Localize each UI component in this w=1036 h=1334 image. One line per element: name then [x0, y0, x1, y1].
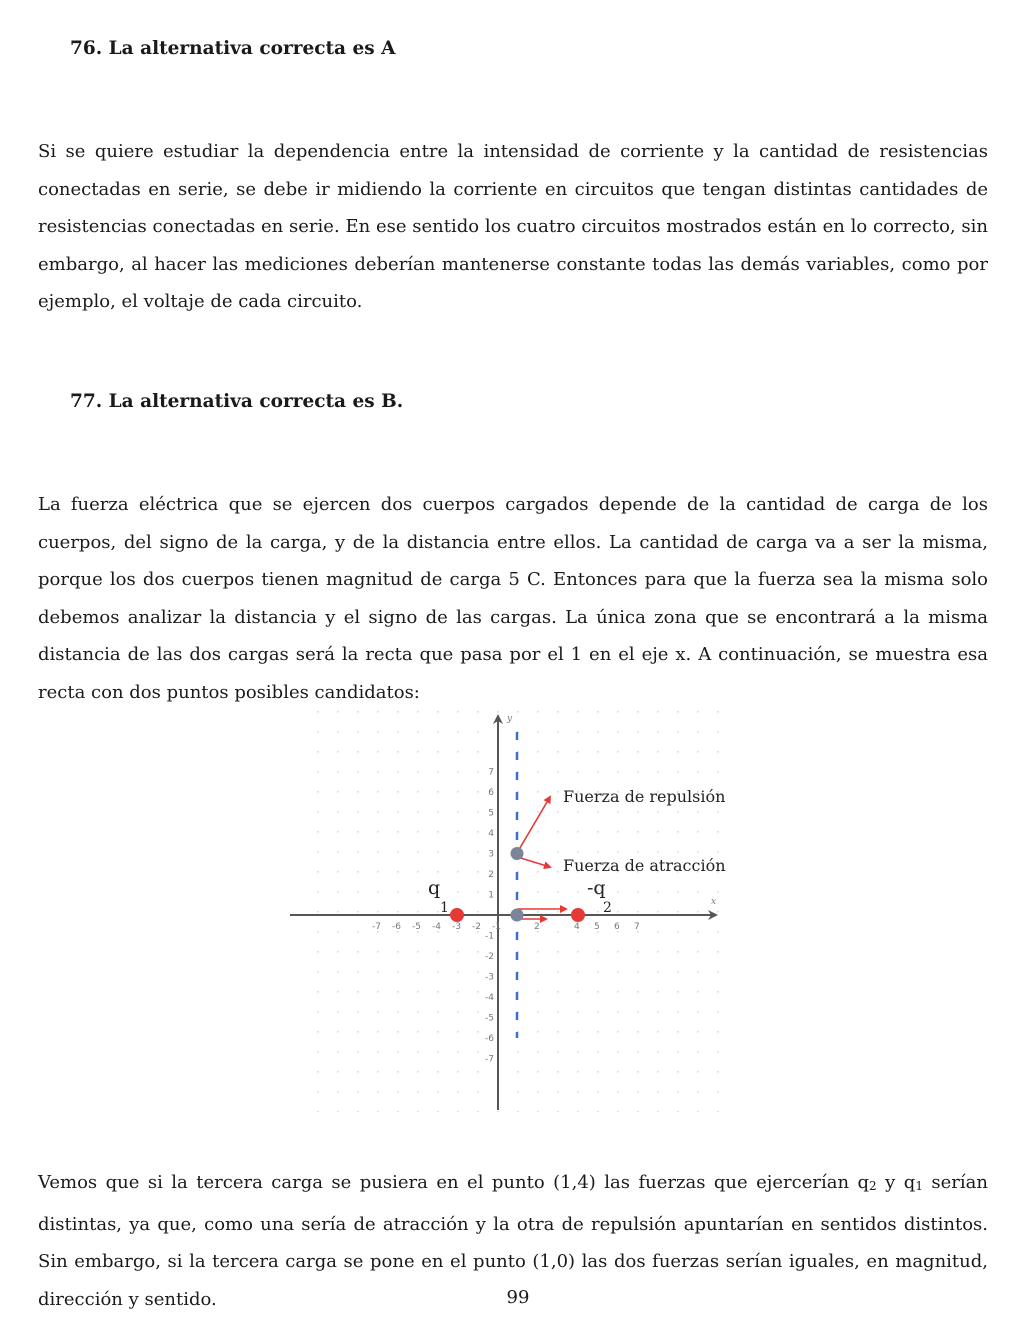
x-tick-label: -1: [492, 922, 501, 932]
x-tick-label: -3: [452, 922, 461, 932]
x-tick-label: 2: [534, 922, 540, 932]
y-tick-label: -2: [485, 952, 494, 962]
y-tick-label: 3: [488, 849, 494, 860]
charge-q1: [450, 908, 464, 922]
charge-q2-subscript: 2: [603, 900, 612, 916]
q77-title: La alternativa correcta es B.: [108, 391, 404, 412]
y-tick-label: 6: [488, 788, 494, 798]
y-tick-label: -7: [485, 1054, 494, 1065]
conclusion-text-2: y q: [876, 1172, 916, 1193]
attraction-label: Fuerza de atracción: [563, 856, 726, 875]
conclusion-sub-2: 1: [915, 1179, 923, 1193]
y-tick-label: -6: [485, 1034, 494, 1044]
y-tick-label: 5: [488, 808, 494, 819]
y-tick-label: 7: [488, 767, 494, 778]
conclusion-sub-1: 2: [869, 1179, 877, 1193]
page-number: 99: [506, 1287, 530, 1308]
test-point: [511, 847, 524, 860]
y-tick-label: 1: [488, 890, 494, 901]
q77-number: 77.: [70, 391, 103, 412]
x-tick-label: 5: [594, 922, 600, 932]
repulsion-label: Fuerza de repulsión: [563, 787, 726, 806]
dot-grid-background: [308, 702, 728, 1112]
q76-title: La alternativa correcta es A: [108, 38, 396, 59]
x-tick-label: -4: [432, 922, 441, 932]
q77-paragraph: La fuerza eléctrica que se ejercen dos cuerpos cargados depende de la cantidad de carga de los cuerpos, del signo de la carga, y de la distancia entre ellos. La cantidad de carga va a ser la misma, porque los dos cuerpos tienen magnitud de carga 5 C. Entonces para que la fuerza sea la misma solo debemos analizar la distancia y el signo de las cargas. La única zona que se encontrará a la misma distancia de las dos cargas será la recta que pasa por el 1 en el eje x. A continuación, se muestra esa recta con dos puntos posibles candidatos:: [38, 494, 988, 703]
x-tick-label: 6: [614, 922, 620, 932]
y-tick-label: -4: [485, 993, 494, 1003]
q76-paragraph: Si se quiere estudiar la dependencia entre la intensidad de corriente y la cantidad de resistencias conectadas en serie, se debe ir midiendo la corriente en circuitos que tengan distintas cantidades de resistencias conectadas en serie. En ese sentido los cuatro circuitos mostrados están en lo correcto, sin embargo, al hacer las mediciones deberían mantenerse constante todas las demás variables, como por ejemplo, el voltaje de cada circuito.: [38, 141, 988, 312]
conclusion-text-1: Vemos que si la tercera carga se pusiera en el punto (1,4) las fuerzas que ejercerían q: [38, 1172, 870, 1193]
y-tick-label: 4: [488, 829, 494, 839]
y-tick-label: -1: [485, 931, 494, 942]
charge-q2-label: -q: [587, 877, 606, 899]
y-tick-label: -3: [485, 972, 494, 983]
x-tick-label: 7: [634, 922, 640, 932]
y-tick-label: -5: [485, 1013, 494, 1024]
q76-number: 76.: [70, 38, 103, 59]
test-point: [511, 909, 524, 922]
x-tick-label: -7: [372, 922, 381, 932]
x-tick-label: -2: [472, 922, 481, 932]
charge-q2: [571, 908, 585, 922]
charge-q1-label: q: [428, 877, 441, 899]
charge-q1-subscript: 1: [440, 900, 449, 916]
conclusion-text-3: serían distintas, ya que, como una sería de atracción y la otra de repulsión apuntarían en sentidos distintos. Sin embargo, si la tercera carga se pone en el punto (1,0) las dos fuerzas serían iguales, en magnitud, dirección y sentido.: [38, 1172, 988, 1310]
x-tick-label: -6: [392, 922, 401, 932]
q76-heading: [70, 38, 395, 59]
x-tick-label: 4: [574, 922, 580, 932]
y-tick-label: 2: [488, 870, 494, 880]
q77-heading: [70, 391, 403, 412]
electric-force-diagram: [288, 702, 738, 1122]
x-axis-label: x: [711, 897, 717, 907]
x-tick-label: -5: [412, 922, 421, 932]
y-axis-label: y: [507, 714, 513, 724]
